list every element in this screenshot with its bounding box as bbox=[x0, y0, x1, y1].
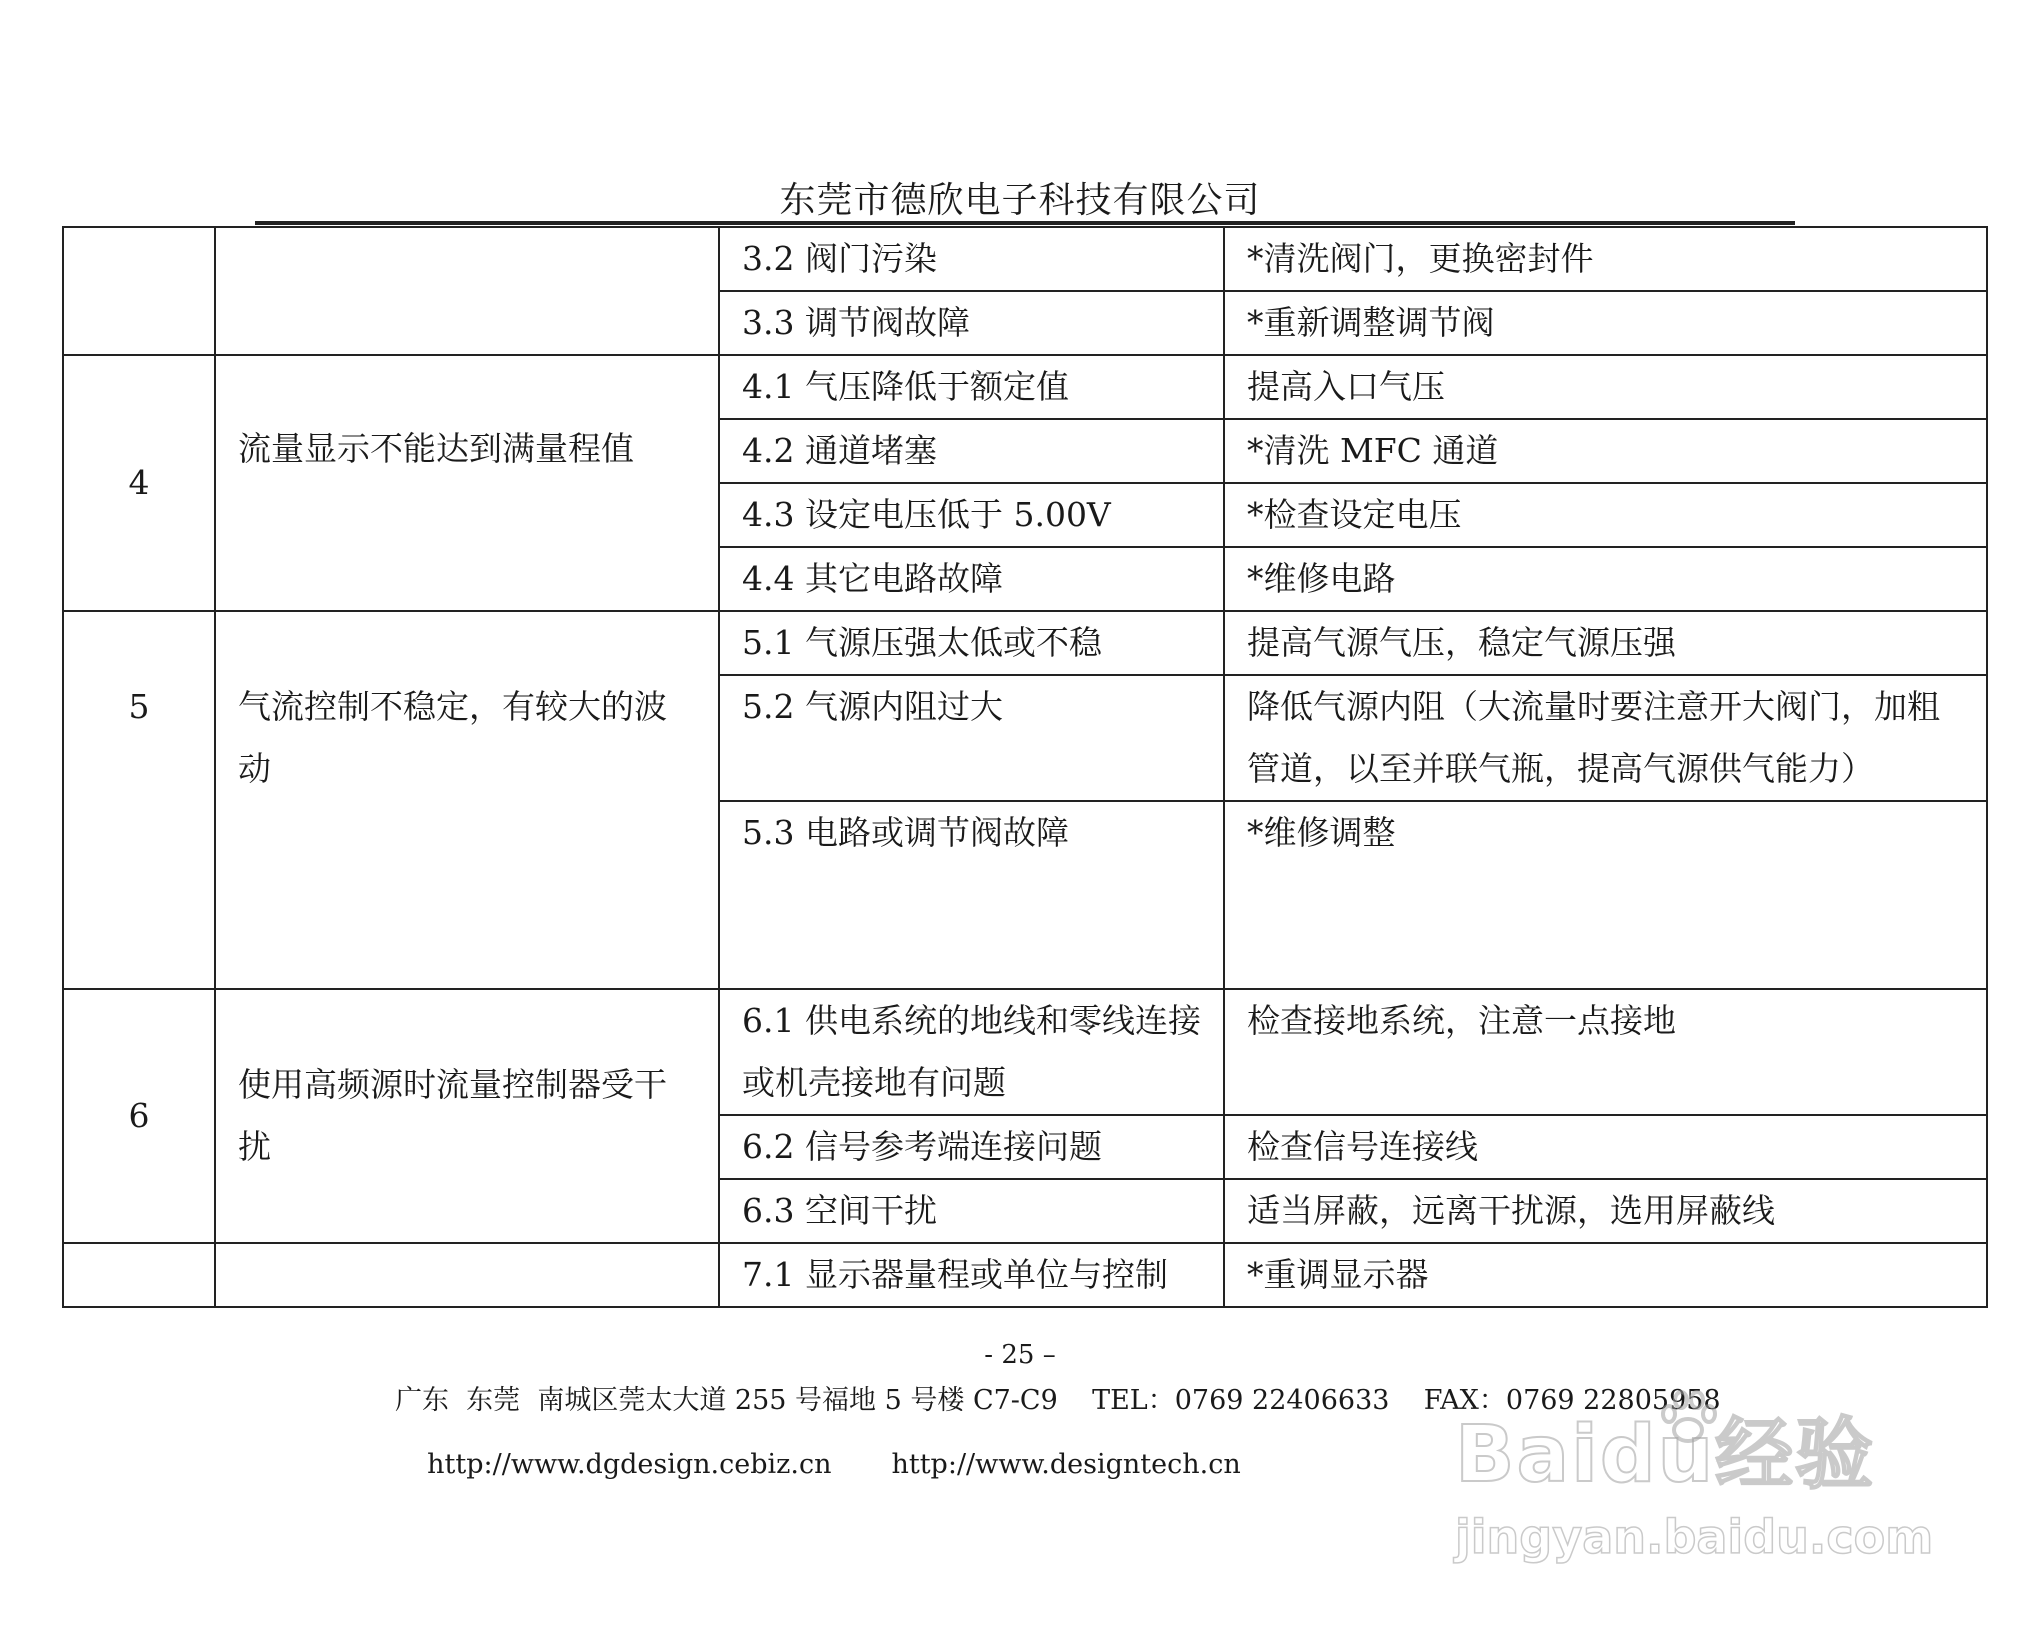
cause-cell: 4.1 气压降低于额定值 bbox=[719, 355, 1224, 419]
baidu-watermark bbox=[1455, 1392, 1935, 1592]
cause-cell: 3.2 阀门污染 bbox=[719, 227, 1224, 291]
table-row bbox=[63, 227, 1987, 291]
footer-urls bbox=[410, 1418, 1241, 1480]
table-row bbox=[63, 1243, 1987, 1307]
row-number-cell bbox=[63, 1243, 215, 1307]
cause-cell: 4.4 其它电路故障 bbox=[719, 547, 1224, 611]
row-number-cell: 6 bbox=[63, 989, 215, 1243]
fix-cell: 检查信号连接线 bbox=[1224, 1115, 1987, 1179]
symptom-cell: 使用高频源时流量控制器受干扰 bbox=[215, 989, 719, 1243]
company-header: 东莞市德欣电子科技有限公司 bbox=[779, 180, 1261, 221]
symptom-cell bbox=[215, 1243, 719, 1307]
paw-icon bbox=[1653, 1384, 1723, 1454]
cause-cell: 4.3 设定电压低于 5.00V bbox=[719, 483, 1224, 547]
fix-cell: *维修调整 bbox=[1224, 801, 1987, 989]
row-number-cell bbox=[63, 227, 215, 355]
cause-cell: 6.3 空间干扰 bbox=[719, 1179, 1224, 1243]
fix-cell: 降低气源内阻（大流量时要注意开大阀门，加粗管道，以至并联气瓶，提高气源供气能力） bbox=[1224, 675, 1987, 801]
fix-cell: 适当屏蔽，远离干扰源，选用屏蔽线 bbox=[1224, 1179, 1987, 1243]
header-divider bbox=[255, 221, 1795, 225]
troubleshooting-table bbox=[62, 226, 1988, 1308]
footer-link-dgdesign[interactable]: http://www.dgdesign.cebiz.cn bbox=[427, 1449, 832, 1480]
cause-cell: 7.1 显示器量程或单位与控制 bbox=[719, 1243, 1224, 1307]
cause-cell: 6.2 信号参考端连接问题 bbox=[719, 1115, 1224, 1179]
fix-cell: *重调显示器 bbox=[1224, 1243, 1987, 1307]
row-number-cell: 5 bbox=[63, 611, 215, 989]
cause-cell: 5.1 气源压强太低或不稳 bbox=[719, 611, 1224, 675]
watermark-logo: Baidu经验 bbox=[1455, 1410, 1876, 1500]
fix-cell: *重新调整调节阀 bbox=[1224, 291, 1987, 355]
cause-cell: 5.2 气源内阻过大 bbox=[719, 675, 1224, 801]
symptom-cell: 气流控制不稳定，有较大的波动 bbox=[215, 611, 719, 989]
watermark-domain: jingyan.baidu.com bbox=[1455, 1510, 1934, 1564]
fix-cell: *维修电路 bbox=[1224, 547, 1987, 611]
table-row bbox=[63, 989, 1987, 1115]
table-row bbox=[63, 355, 1987, 419]
row-number-cell: 4 bbox=[63, 355, 215, 611]
table-row bbox=[63, 611, 1987, 675]
page-number: - 25 – bbox=[984, 1340, 1056, 1370]
cause-cell: 4.2 通道堵塞 bbox=[719, 419, 1224, 483]
fix-cell: *清洗阀门，更换密封件 bbox=[1224, 227, 1987, 291]
cause-cell: 5.3 电路或调节阀故障 bbox=[719, 801, 1224, 989]
fix-cell: 提高入口气压 bbox=[1224, 355, 1987, 419]
cause-cell: 3.3 调节阀故障 bbox=[719, 291, 1224, 355]
fix-cell: 提高气源气压，稳定气源压强 bbox=[1224, 611, 1987, 675]
fix-cell: 检查接地系统，注意一点接地 bbox=[1224, 989, 1987, 1115]
symptom-cell: 流量显示不能达到满量程值 bbox=[215, 355, 719, 611]
symptom-cell bbox=[215, 227, 719, 355]
footer-link-designtech[interactable]: http://www.designtech.cn bbox=[891, 1449, 1241, 1480]
fix-cell: *检查设定电压 bbox=[1224, 483, 1987, 547]
fix-cell: *清洗 MFC 通道 bbox=[1224, 419, 1987, 483]
cause-cell: 6.1 供电系统的地线和零线连接或机壳接地有问题 bbox=[719, 989, 1224, 1115]
footer-address: 广东 东莞 南城区莞太大道 255 号福地 5 号楼 C7-C9 TEL：0769 22406633 FAX：0769 22805958 bbox=[395, 1385, 1721, 1416]
